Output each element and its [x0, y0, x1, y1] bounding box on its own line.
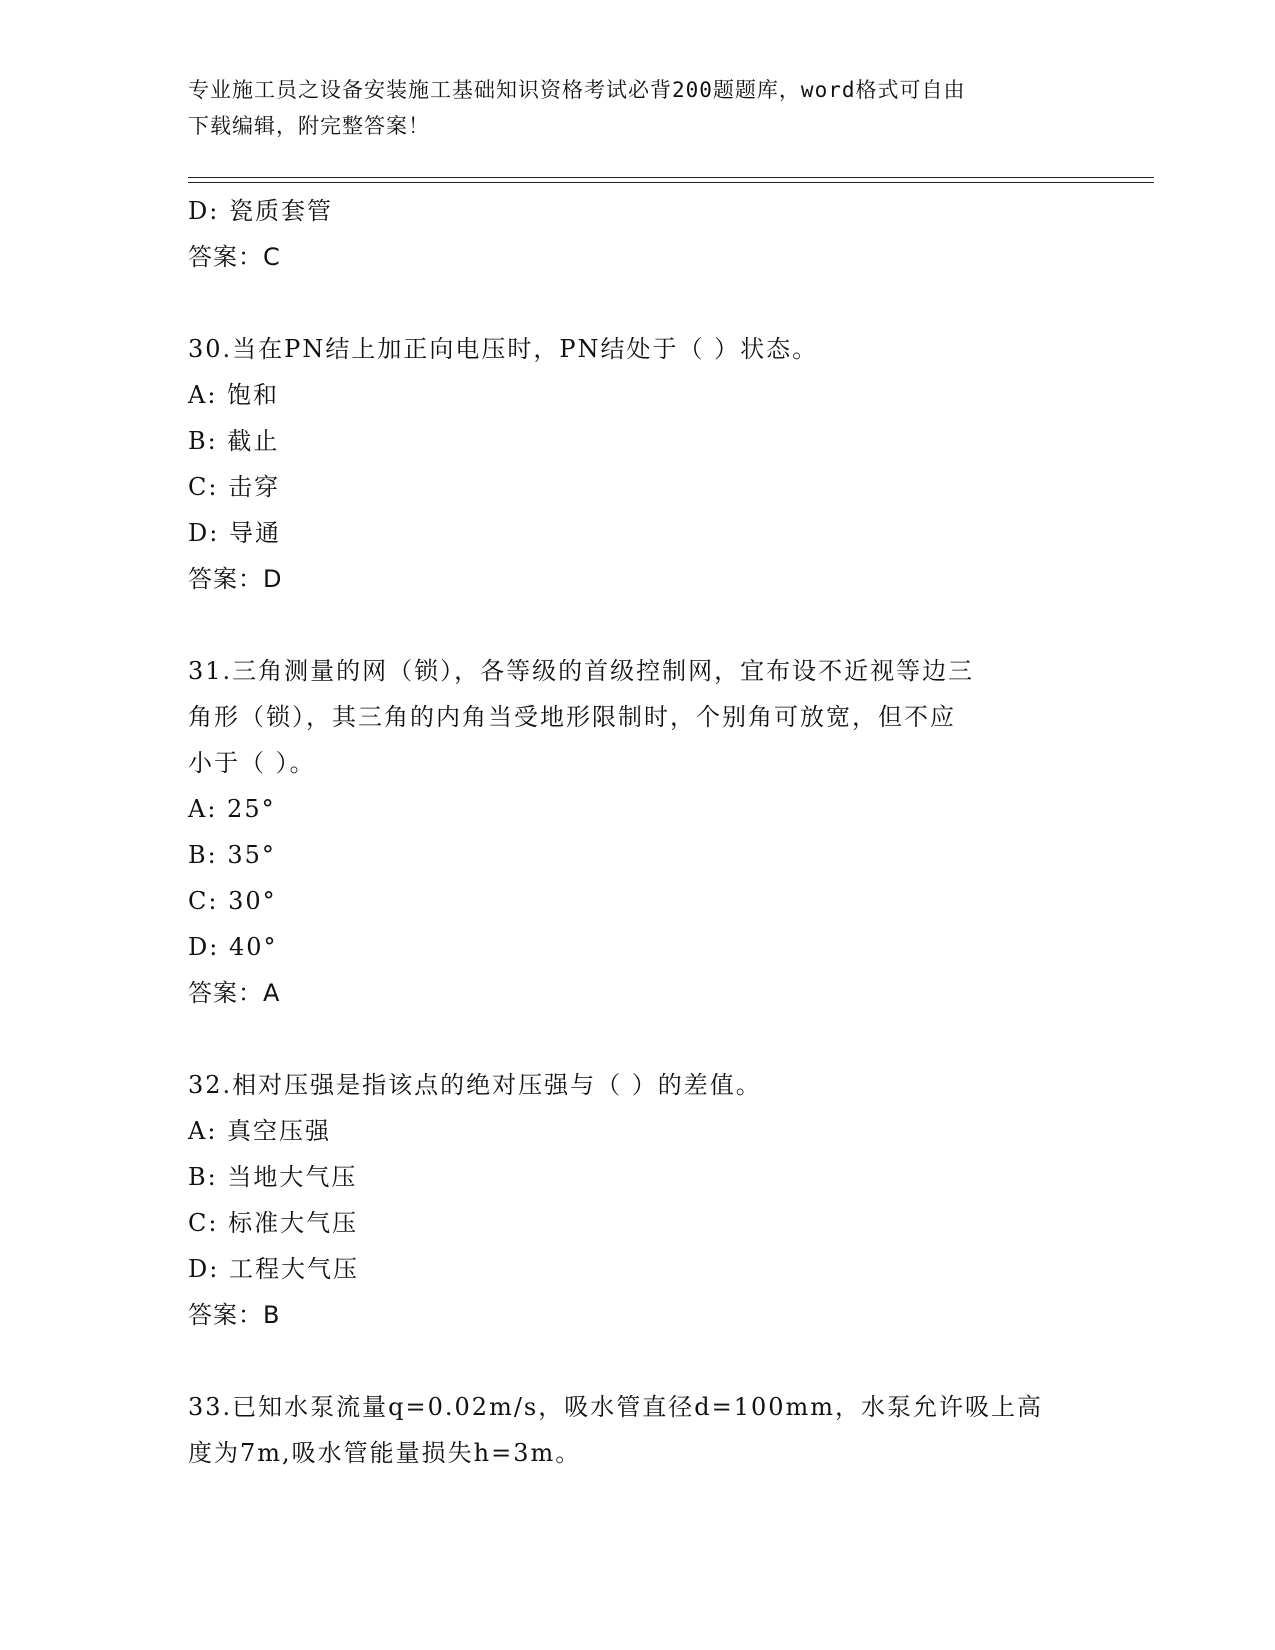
spacer — [188, 602, 1088, 648]
option-b: B: 截止 — [188, 427, 280, 455]
question-29-tail — [188, 188, 1088, 280]
question-stem-line-2: 度为7m,吸水管能量损失h=3m。 — [188, 1439, 582, 1467]
header-divider — [188, 177, 1154, 183]
header-title-line-2: 下载编辑，附完整答案！ — [188, 114, 430, 138]
option-c: C: 30° — [188, 887, 277, 915]
option-a: A: 真空压强 — [188, 1117, 332, 1145]
option-a: A: 饱和 — [188, 381, 280, 409]
question-33 — [188, 1384, 1088, 1476]
question-31 — [188, 648, 1088, 1016]
spacer — [188, 280, 1088, 326]
header-title-line-1: 专业施工员之设备安装施工基础知识资格考试必背200题题库，word格式可自由 — [188, 78, 966, 102]
option-d: D: 导通 — [188, 519, 281, 547]
option-d: D: 工程大气压 — [188, 1255, 359, 1283]
document-body — [188, 188, 1088, 1476]
option-a: A: 25° — [188, 795, 276, 823]
question-stem: 32.相对压强是指该点的绝对压强与（ ）的差值。 — [188, 1071, 762, 1099]
question-stem-line-3: 小于（ ）。 — [188, 749, 316, 777]
question-32 — [188, 1062, 1088, 1338]
answer: 答案：C — [188, 243, 281, 271]
answer: 答案：B — [188, 1301, 281, 1329]
question-30 — [188, 326, 1088, 602]
option-d: D: 40° — [188, 933, 278, 961]
answer: 答案：D — [188, 565, 283, 593]
option-d: D: 瓷质套管 — [188, 197, 333, 225]
option-b: B: 当地大气压 — [188, 1163, 358, 1191]
option-c: C: 标准大气压 — [188, 1209, 359, 1237]
option-b: B: 35° — [188, 841, 276, 869]
question-stem-line-2: 角形（锁），其三角的内角当受地形限制时，个别角可放宽，但不应 — [188, 703, 956, 731]
option-c: C: 击穿 — [188, 473, 281, 501]
question-stem-line-1: 31.三角测量的网（锁），各等级的首级控制网，宜布设不近视等边三 — [188, 657, 975, 685]
spacer — [188, 1338, 1088, 1384]
answer: 答案：A — [188, 979, 281, 1007]
question-stem: 30.当在PN结上加正向电压时，PN结处于（ ）状态。 — [188, 335, 819, 363]
spacer — [188, 1016, 1088, 1062]
question-stem-line-1: 33.已知水泵流量q=0.02m/s，吸水管直径d=100mm，水泵允许吸上高 — [188, 1393, 1044, 1421]
document-header — [188, 72, 1078, 144]
